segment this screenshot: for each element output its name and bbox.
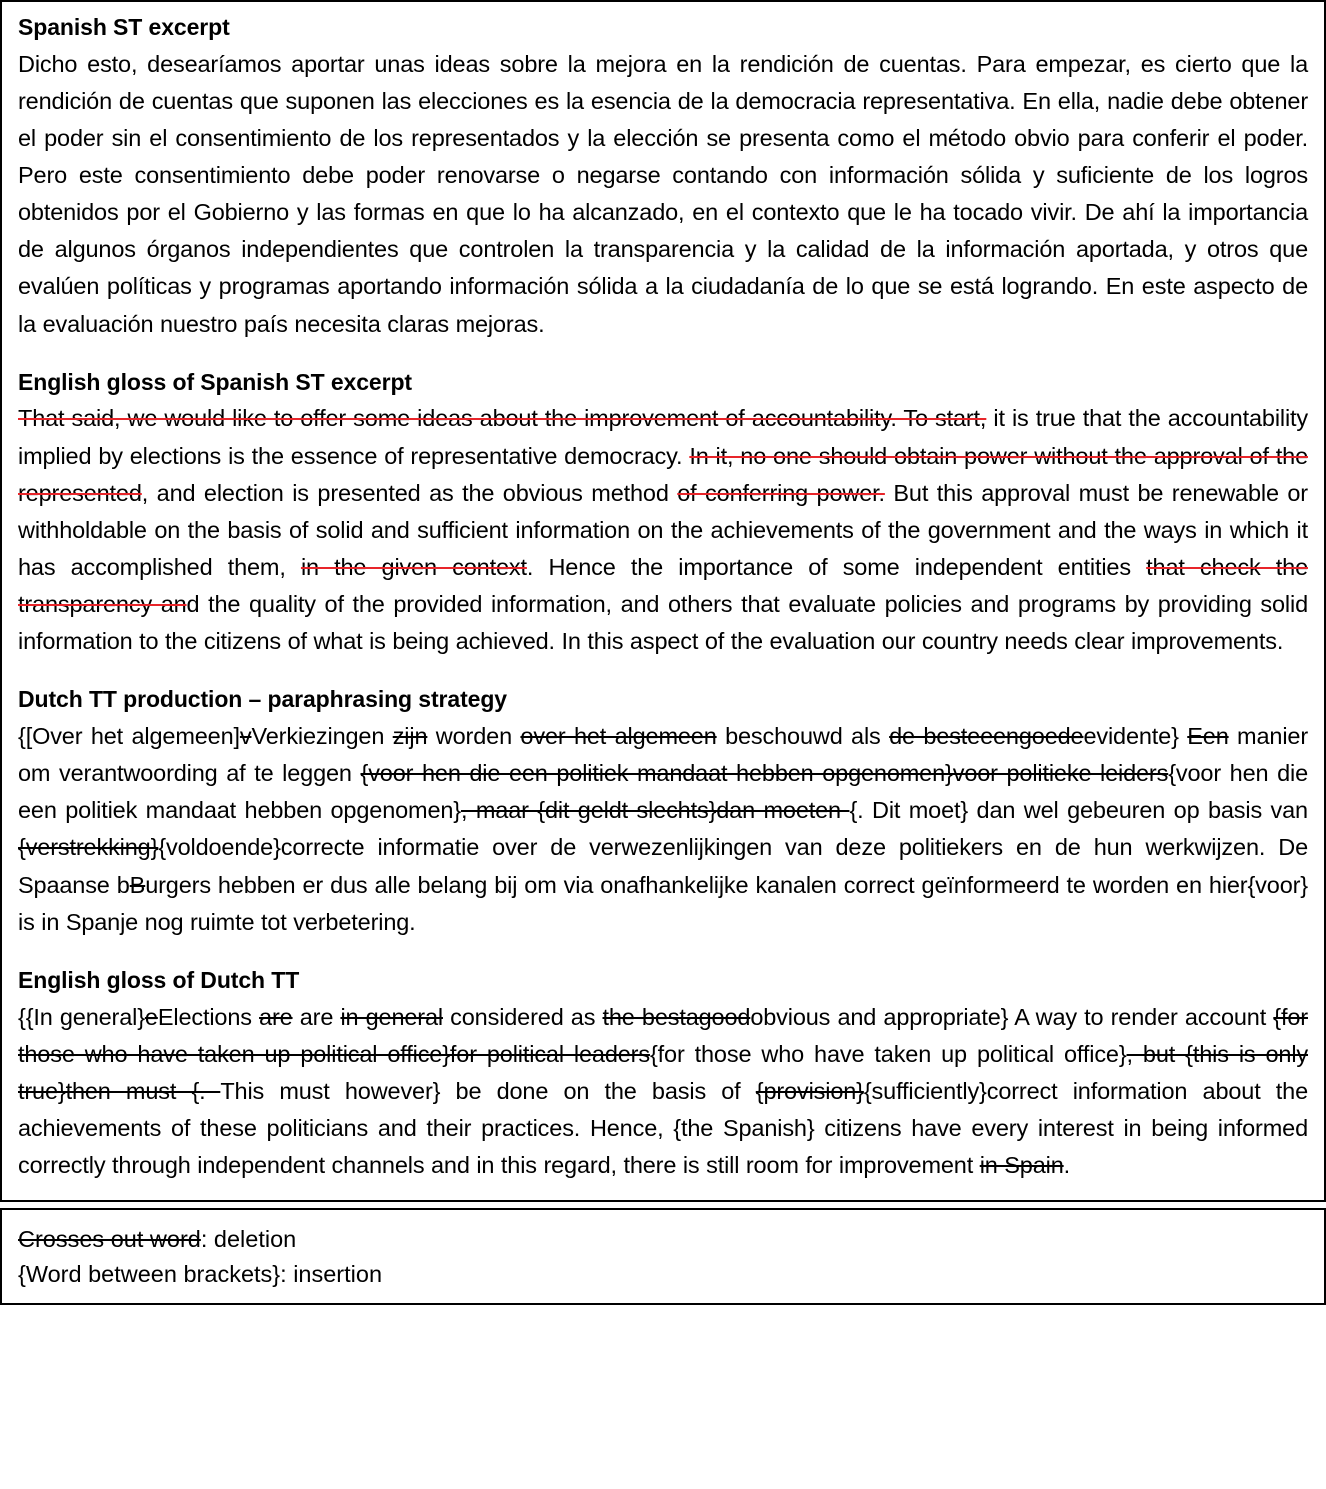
english-gloss-tt-text	[18, 999, 1308, 1185]
text-run: {for those who have taken up political office}	[649, 1040, 1127, 1067]
deletion-run-red: In it, no one should obtain power without the approval of the represented	[18, 442, 1308, 506]
legend-deletion-line	[18, 1222, 1308, 1257]
text-run: . Hence the importance of some independent entities	[526, 553, 1147, 580]
text-run: obvious and appropriate} A way to render account	[750, 1003, 1274, 1030]
legend-deletion-marker: Crosses out word	[18, 1226, 201, 1253]
text-run: {sufficiently}correct information about the achievements of these politicians and their practices. Hence, {the Spanish} citizens have every interest in being informed correctly through independent channels and in this regard, there is still room for improvement	[18, 1077, 1309, 1179]
legend-insertion-label: : insertion	[280, 1261, 383, 1288]
text-run: are	[292, 1003, 341, 1030]
text-run: Verkiezingen	[251, 723, 393, 750]
text-run: {voldoende}correcte informatie over de verwezenlijkingen van deze politiekers en de hun werkwijzen. De Spaanse b	[18, 834, 1308, 898]
deletion-run-black: the bestagood	[602, 1003, 751, 1030]
text-run: evidente}	[1083, 723, 1188, 750]
text-run: , and election is presented as the obvious method	[141, 479, 678, 506]
section-english-gloss-tt	[18, 965, 1308, 1184]
text-run: beschouwd als	[716, 723, 890, 750]
legend-container	[0, 1208, 1326, 1305]
text-run: {{In general}	[18, 1003, 145, 1030]
legend-deletion-label: : deletion	[200, 1226, 297, 1253]
deletion-run-black: Een	[1187, 723, 1229, 750]
text-run: This must however} be done on the basis of	[220, 1077, 756, 1104]
legend-insertion-line	[18, 1257, 1308, 1292]
deletion-run-black: {voor hen die een politiek mandaat hebben opgenomen}voor politieke leiders	[360, 760, 1169, 787]
text-run: considered as	[442, 1003, 603, 1030]
deletion-run-black: zijn	[392, 723, 428, 750]
deletion-run-black: B	[129, 871, 146, 898]
text-run: {[Over het algemeen]	[18, 723, 240, 750]
text-run: it is true that the accountability implied by elections is the essence of representative democracy.	[18, 405, 1309, 469]
text-run: Elections	[157, 1003, 260, 1030]
deletion-run-black: {provision}	[755, 1077, 864, 1104]
text-run: manier om verantwoording af te leggen	[18, 723, 1308, 787]
deletion-run-black: over het algemeen	[520, 723, 717, 750]
spanish-st-text: Dicho esto, desearíamos aportar unas ideas sobre la mejora en la rendición de cuentas. Para empezar, es cierto que la rendición de cuentas que suponen las elecciones es la esencia de la democracia representativa. En ella, nadie debe obtener el poder sin el consentimiento de los representados y la elección se presenta como el método obvio para conferir el poder. Pero este consentimiento debe poder renovarse o negarse contando con información sólida y suficiente de los logros obtenidos por el Gobierno y las formas en que lo ha alcanzado, en el contexto que le ha tocado vivir. De ahí la importancia de algunos órganos independientes que controlen la transparencia y la calidad de la información aportada, y otros que evalúen políticas y programas aportando información sólida a la ciudadanía de lo que se está logrando. En este aspecto de la evaluación nuestro país necesita claras mejoras.	[18, 50, 1308, 337]
deletion-run-red: of conferring power.	[677, 479, 885, 506]
dutch-tt-heading: Dutch TT production – paraphrasing strategy	[18, 686, 507, 713]
spanish-st-heading: Spanish ST excerpt	[18, 14, 230, 40]
deletion-run-black: are	[259, 1003, 293, 1030]
deletion-run-black: , but {this is only true}then must {.	[18, 1040, 1309, 1104]
text-run: {. Dit moet} dan wel gebeuren op basis van	[849, 797, 1308, 824]
deletion-run-black: v	[239, 723, 252, 750]
deletion-run-black: {for those who have taken up political office}for political leaders	[18, 1003, 1308, 1067]
deletion-run-black: in Spain	[979, 1152, 1064, 1179]
section-english-gloss-st	[18, 367, 1308, 661]
deletion-run-black: , maar {dit geldt slechts}dan moeten	[461, 797, 850, 824]
text-run: But this approval must be renewable or withholdable on the basis of solid and sufficient information on the achievements of the government and the ways in which it has accomplished them,	[18, 479, 1308, 580]
english-gloss-st-heading: English gloss of Spanish ST excerpt	[18, 368, 412, 395]
text-run: {voor hen die een politiek mandaat hebben opgenomen}	[18, 760, 1309, 824]
text-run: .	[1063, 1152, 1071, 1179]
deletion-run-red: That said, we would like to offer some ideas about the improvement of accountability. To start,	[18, 405, 987, 432]
text-run: d the quality of the provided information, and others that evaluate policies and programs by providing solid information to the citizens of what is being achieved. In this aspect of the evaluation our country needs clear improvements.	[18, 591, 1308, 655]
section-dutch-tt	[18, 684, 1308, 940]
deletion-run-black: {verstrekking}	[18, 834, 159, 861]
deletion-run-red: in the given context	[300, 553, 527, 580]
english-gloss-tt-heading: English gloss of Dutch TT	[18, 966, 300, 993]
text-run: urgers hebben er dus alle belang bij om via onafhankelijke kanalen correct geïnformeerd te worden en hier{voor} is in Spanje nog ruimte tot verbetering.	[18, 871, 1308, 935]
deletion-run-black: e	[144, 1003, 158, 1030]
dutch-tt-text	[18, 718, 1308, 941]
text-run: worden	[427, 723, 521, 750]
english-gloss-st-text	[18, 400, 1308, 660]
deletion-run-black: de besteeengoede	[889, 723, 1084, 750]
deletion-run-black: in general	[340, 1003, 443, 1030]
section-spanish-st	[18, 12, 1308, 343]
legend-insertion-marker: {Word between brackets}	[18, 1261, 281, 1288]
deletion-run-red: that check the transparency an	[18, 553, 1308, 618]
